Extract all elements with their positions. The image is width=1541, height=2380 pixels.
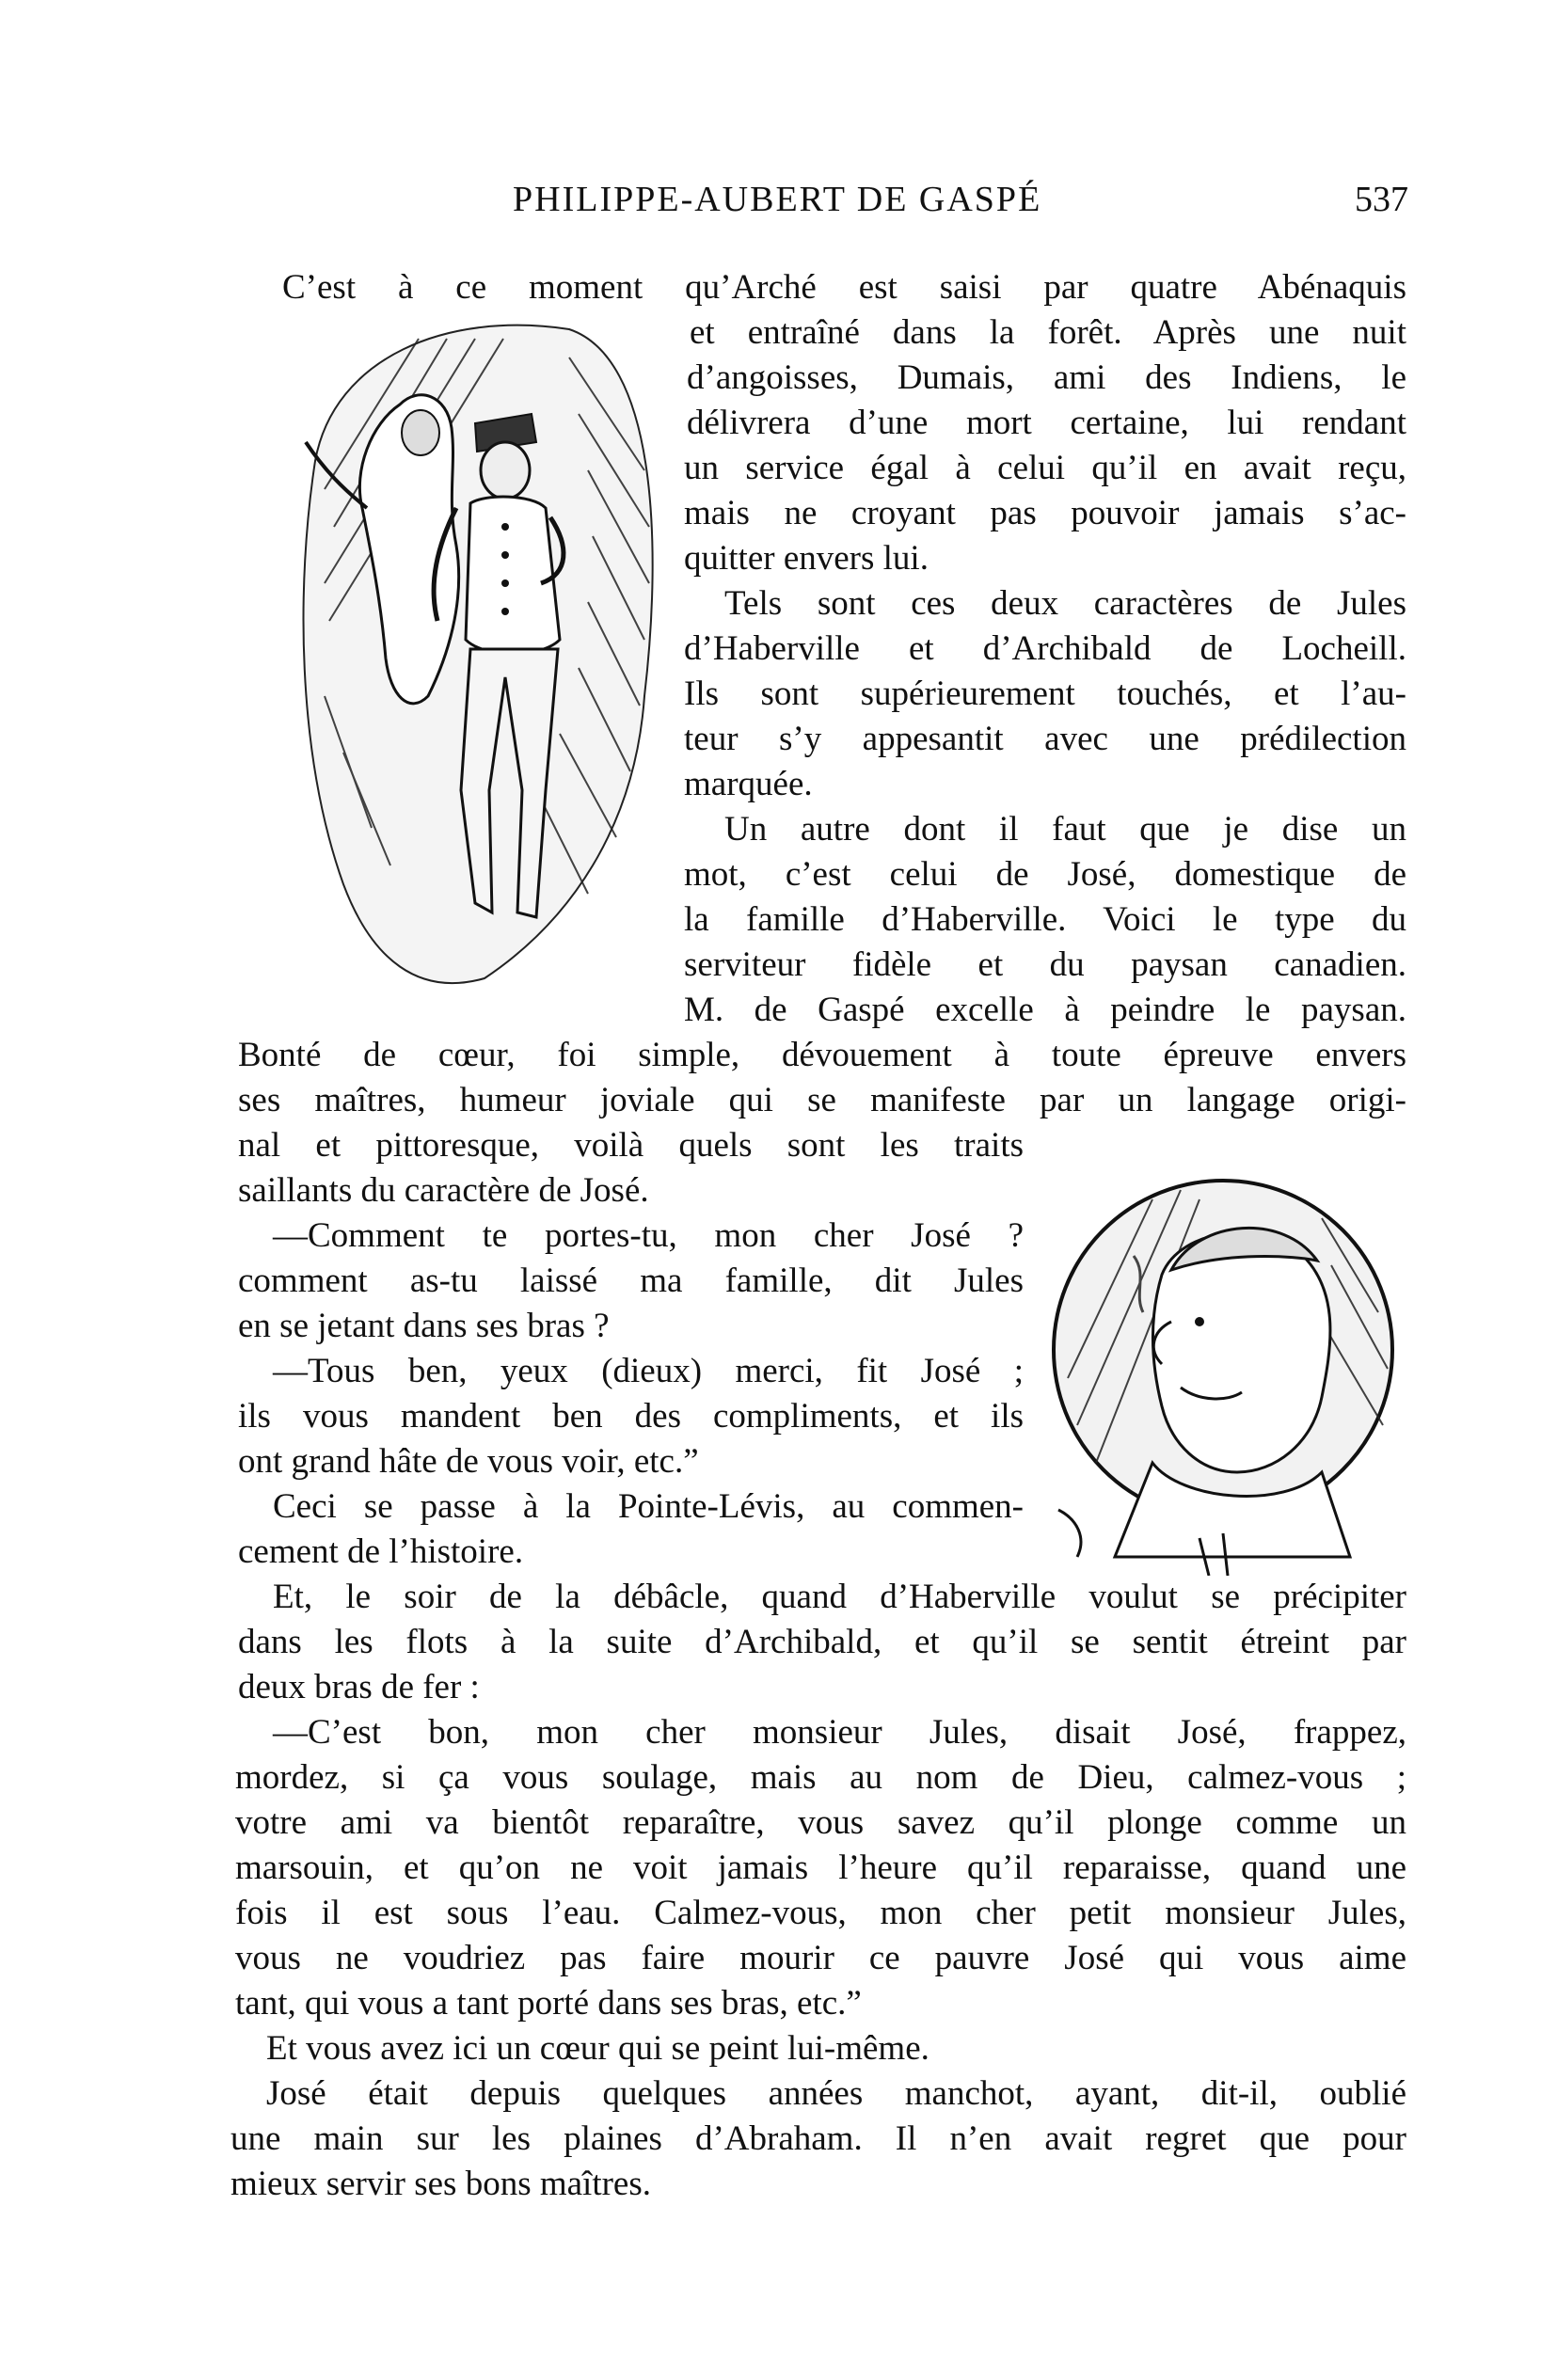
text-line-16: serviteur fidèle et du paysan canadien. <box>684 945 1406 984</box>
text-line-9: d’Haberville et d’Archibald de Locheill. <box>684 629 1406 668</box>
text-line-38: vous ne voudriez pas faire mourir ce pauvre José qui vous aime <box>235 1939 1406 1977</box>
text-line-30: Et, le soir de la débâcle, quand d’Haberville voulut se précipiter <box>273 1578 1406 1616</box>
text-line-32: deux bras de fer : <box>238 1668 480 1706</box>
engraving-jose-portrait <box>1040 1162 1406 1576</box>
text-line-5: un service égal à celui qu’il en avait reçu, <box>684 449 1406 487</box>
text-line-3: d’angoisses, Dumais, ami des Indiens, le <box>687 358 1406 397</box>
text-line-39: tant, qui vous a tant porté dans ses bras, etc.” <box>235 1984 862 2023</box>
text-line-31: dans les flots à la suite d’Archibald, et qu’il se sentit étreint par <box>238 1623 1406 1661</box>
text-line-15: la famille d’Haberville. Voici le type du <box>684 900 1406 939</box>
text-line-35: votre ami va bientôt reparaître, vous savez qu’il plonge comme un <box>235 1803 1406 1842</box>
text-line-4: délivrera d’une mort certaine, lui rendant <box>687 404 1406 442</box>
text-line-10: Ils sont supérieurement touchés, et l’au- <box>684 674 1406 713</box>
text-line-28: Ceci se passe à la Pointe-Lévis, au commen- <box>273 1487 1024 1526</box>
text-line-29: cement de l’histoire. <box>238 1532 524 1571</box>
text-line-22: —Comment te portes-tu, mon cher José ? <box>273 1216 1024 1255</box>
text-line-18: Bonté de cœur, foi simple, dévouement à toute épreuve envers <box>238 1036 1406 1074</box>
text-line-17: M. de Gaspé excelle à peindre le paysan. <box>684 991 1406 1029</box>
text-line-11: teur s’y appesantit avec une prédilection <box>684 720 1406 758</box>
text-line-24: en se jetant dans ses bras ? <box>238 1307 610 1345</box>
text-line-41: José était depuis quelques années manchot, ayant, dit-il, oublié <box>266 2074 1406 2113</box>
text-line-34: mordez, si ça vous soulage, mais au nom de Dieu, calmez-vous ; <box>235 1758 1406 1797</box>
text-line-8: Tels sont ces deux caractères de Jules <box>724 584 1406 623</box>
text-line-43: mieux servir ses bons maîtres. <box>230 2165 651 2203</box>
text-line-20: nal et pittoresque, voilà quels sont les traits <box>238 1126 1024 1165</box>
text-line-40: Et vous avez ici un cœur qui se peint lui-même. <box>266 2029 929 2068</box>
text-line-6: mais ne croyant pas pouvoir jamais s’ac- <box>684 494 1406 532</box>
text-line-25: —Tous ben, yeux (dieux) merci, fit José ; <box>273 1352 1024 1390</box>
text-line-13: Un autre dont il faut que je dise un <box>724 810 1406 849</box>
text-line-1: C’est à ce moment qu’Arché est saisi par quatre Abénaquis <box>282 268 1406 307</box>
running-title: PHILIPPE-AUBERT DE GASPÉ <box>513 180 1042 219</box>
engraving-ghost-and-soldier <box>259 301 673 1016</box>
text-line-26: ils vous mandent ben des compliments, et ils <box>238 1397 1024 1436</box>
text-line-14: mot, c’est celui de José, domestique de <box>684 855 1406 894</box>
text-line-19: ses maîtres, humeur joviale qui se manifeste par un langage origi- <box>238 1081 1406 1119</box>
text-line-21: saillants du caractère de José. <box>238 1171 649 1210</box>
text-line-36: marsouin, et qu’on ne voit jamais l’heure qu’il reparaisse, quand une <box>235 1848 1406 1887</box>
text-line-33: —C’est bon, mon cher monsieur Jules, disait José, frappez, <box>273 1713 1406 1752</box>
page-number: 537 <box>1355 180 1408 219</box>
text-line-2: et entraîné dans la forêt. Après une nuit <box>690 313 1406 352</box>
text-line-42: une main sur les plaines d’Abraham. Il n’en avait regret que pour <box>230 2119 1406 2158</box>
text-line-7: quitter envers lui. <box>684 539 929 578</box>
text-line-12: marquée. <box>684 765 813 803</box>
text-line-27: ont grand hâte de vous voir, etc.” <box>238 1442 699 1481</box>
text-line-23: comment as-tu laissé ma famille, dit Jules <box>238 1261 1024 1300</box>
text-line-37: fois il est sous l’eau. Calmez-vous, mon cher petit monsieur Jules, <box>235 1894 1406 1932</box>
